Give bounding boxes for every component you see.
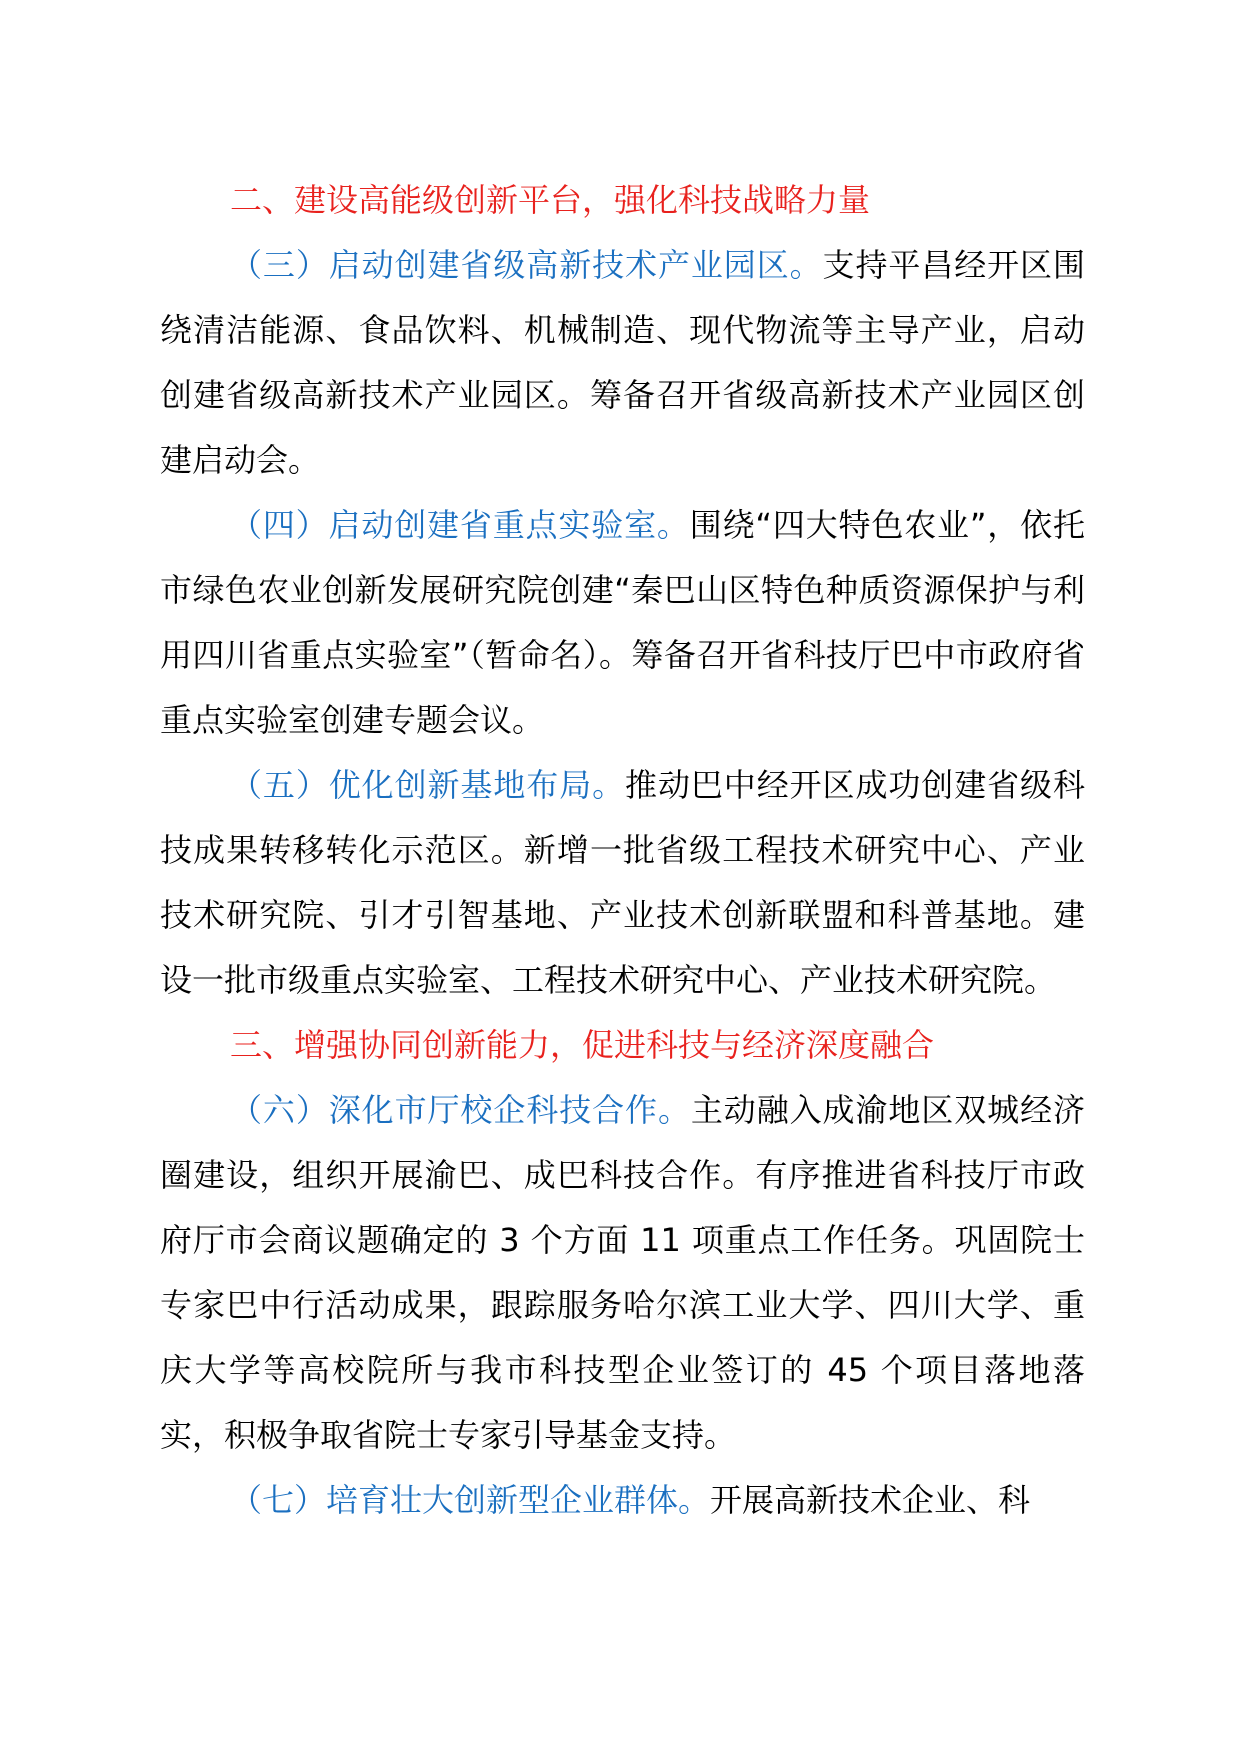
item-label-6: （六）深化市厅校企科技合作。 bbox=[230, 1091, 691, 1129]
item-text-6: 主动融入成渝地区双城经济圈建设，组织开展渝巴、成巴科技合作。有序推进省科技厅市政府厅市会商议题确定的 3 个方面 11 项重点工作任务。巩固院士专家巴中行活动成果，跟踪服务哈尔滨工业大学、四川大学、重庆大学等高校院所与我市科技型企业签订的 45 个项目落地落实，积极争取省院士专家引导基金支持。 bbox=[160, 1091, 1085, 1454]
item-label-5: （五）优化创新基地布局。 bbox=[230, 766, 626, 804]
section-heading-3: 三、增强协同创新能力，促进科技与经济深度融合 bbox=[230, 1026, 935, 1064]
item-text-4: 围绕“四大特色农业”，依托市绿色农业创新发展研究院创建“秦巴山区特色种质资源保护与利用四川省重点实验室”（暂命名）。筹备召开省科技厅巴中市政府省重点实验室创建专题会议。 bbox=[160, 506, 1085, 739]
paragraph-item-5 bbox=[160, 753, 1085, 1013]
paragraph-item-3 bbox=[160, 233, 1085, 493]
item-label-7: （七）培育壮大创新型企业群体。 bbox=[230, 1481, 711, 1519]
item-text-3: 支持平昌经开区围绕清洁能源、食品饮料、机械制造、现代物流等主导产业，启动创建省级高新技术产业园区。筹备召开省级高新技术产业园区创建启动会。 bbox=[160, 246, 1085, 479]
document-page bbox=[160, 168, 1085, 1533]
paragraph-item-7 bbox=[160, 1468, 1085, 1533]
section-heading-2: 二、建设高能级创新平台，强化科技战略力量 bbox=[230, 181, 871, 219]
item-text-5: 推动巴中经开区成功创建省级科技成果转移转化示范区。新增一批省级工程技术研究中心、产业技术研究院、引才引智基地、产业技术创新联盟和科普基地。建设一批市级重点实验室、工程技术研究中心、产业技术研究院。 bbox=[160, 766, 1085, 999]
item-label-4: （四）启动创建省重点实验室。 bbox=[230, 506, 690, 544]
item-text-7: 开展高新技术企业、科 bbox=[710, 1481, 1031, 1519]
paragraph-item-4 bbox=[160, 493, 1085, 753]
item-label-3: （三）启动创建省级高新技术产业园区。 bbox=[230, 246, 823, 284]
paragraph-item-6 bbox=[160, 1078, 1085, 1468]
